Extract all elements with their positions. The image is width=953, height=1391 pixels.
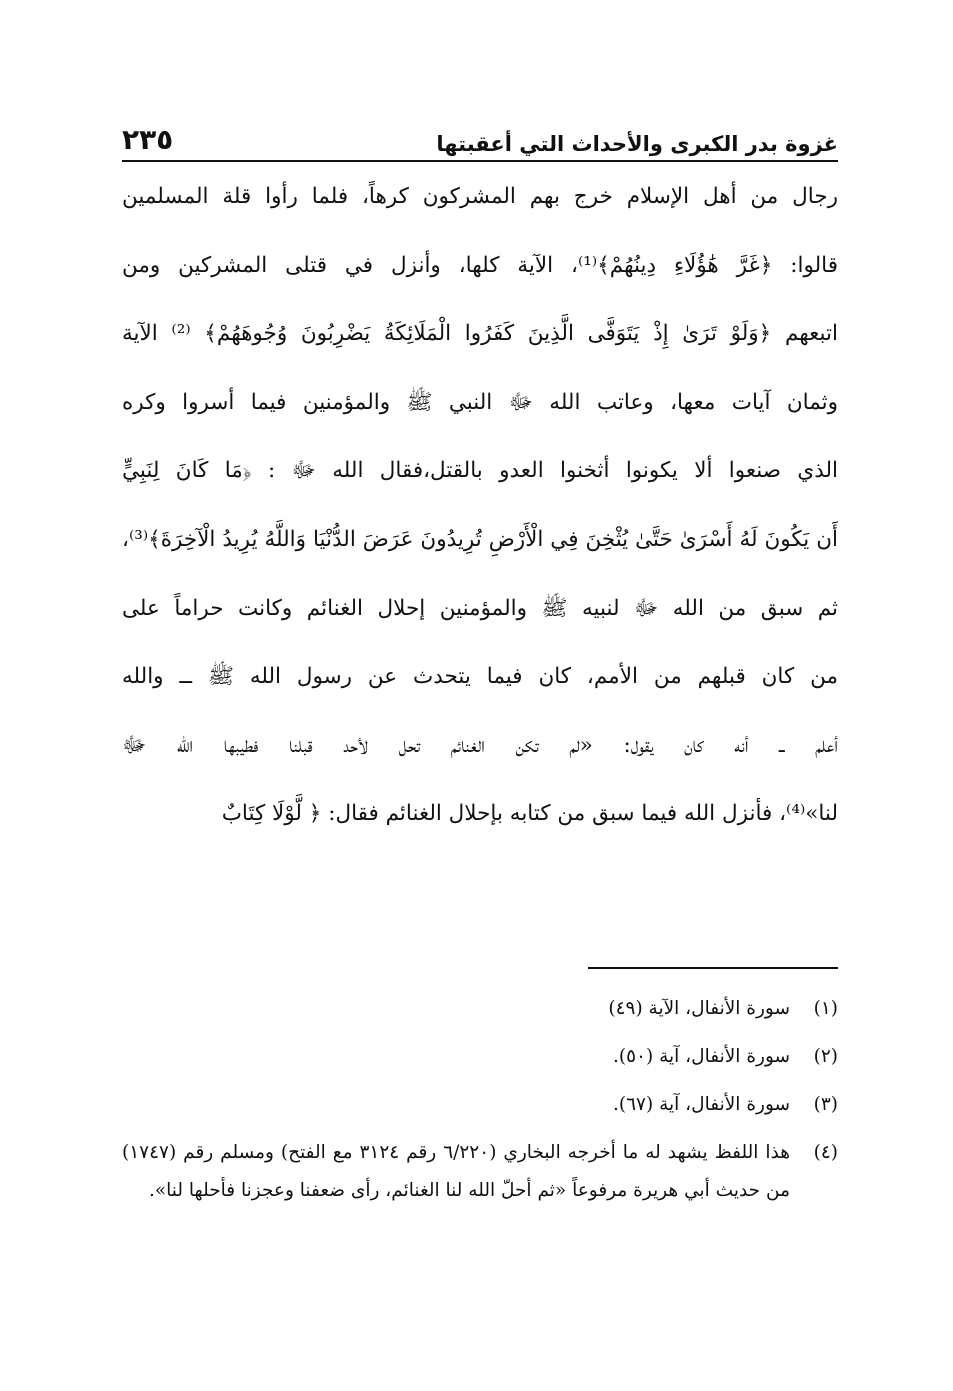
text-line: اتبعهم ﴿وَلَوْ تَرَىٰ إِذْ يَتَوَفَّى الَّذِينَ كَفَرُوا الْمَلَائِكَةُ يَضْرِبُونَ وُجُوهَهُمْ﴾ ⁽²⁾ الآية xyxy=(122,321,838,347)
footnote-text: سورة الأنفال، الآية (٤٩) xyxy=(608,998,790,1019)
text-line: أعلم ــ أنه كان يقول: «لم تكن الغنائم تحل لأحد قبلنا فطيبها الله ﷻ xyxy=(122,732,838,758)
text-line: ثم سبق من الله ﷻ لنبيه ﷺ والمؤمنين إحلال الغنائم وكانت حراماً على xyxy=(122,595,838,621)
running-title: غزوة بدر الكبرى والأحداث التي أعقبتها xyxy=(436,132,838,156)
page-number: ٢٣٥ xyxy=(122,123,174,156)
footnote-item xyxy=(122,1038,838,1076)
footnote-separator xyxy=(588,967,838,969)
footnote-number: (٤) xyxy=(813,1142,838,1163)
footnote-number: (٢) xyxy=(813,1046,838,1067)
text-line: رجال من أهل الإسلام خرج بهم المشركون كرهاً، فلما رأوا قلة المسلمين xyxy=(122,184,838,209)
text-line: وثمان آيات معها، وعاتب الله ﷻ النبي ﷺ والمؤمنين فيما أسروا وكره xyxy=(122,389,838,415)
text-line: من كان قبلهم من الأمم، كان فيما يتحدث عن رسول الله ﷺ ــ والله xyxy=(122,664,838,690)
text-line: الذي صنعوا ألا يكونوا أثخنوا العدو بالقتل،فقال الله ﷻ : ﴿مَا كَانَ لِنَبِيٍّ xyxy=(122,458,838,484)
footnote-item xyxy=(122,1134,838,1210)
footnote-text: سورة الأنفال، آية (٦٧). xyxy=(613,1094,790,1115)
footnote-text: هذا اللفظ يشهد له ما أخرجه البخاري (٦/٢٢٠ رقم ٣١٢٤ مع الفتح) ومسلم رقم (١٧٤٧) من حديث أبي هريرة مرفوعاً «ثم أحلّ الله لنا الغنائم، رأى ضعفنا وعجزنا فأحلها لنا». xyxy=(122,1142,790,1201)
footnote-text: سورة الأنفال، آية (٥٠). xyxy=(613,1046,790,1067)
footnotes xyxy=(122,990,838,1210)
footnote-number: (٣) xyxy=(813,1094,838,1115)
text-line: لنا»⁽⁴⁾، فأنزل الله فيما سبق من كتابه بإحلال الغنائم فقال: ﴿ لَّوْلَا كِتَابٌ xyxy=(221,801,838,827)
page-header xyxy=(122,112,838,162)
footnote-number: (١) xyxy=(813,998,838,1019)
text-line: أَن يَكُونَ لَهُ أَسْرَىٰ حَتَّىٰ يُثْخِنَ فِي الْأَرْضِ تُرِيدُونَ عَرَضَ الدُّنْيَا وَاللَّهُ يُرِيدُ الْآخِرَةَ﴾⁽³⁾، xyxy=(122,526,838,552)
footnote-item xyxy=(122,1086,838,1124)
text-line: قالوا: ﴿غَرَّ هَٰؤُلَاءِ دِينُهُمْ﴾⁽¹⁾، الآية كلها، وأنزل في قتلى المشركين ومن xyxy=(122,252,838,278)
main-text xyxy=(122,163,838,849)
footnote-item xyxy=(122,990,838,1028)
